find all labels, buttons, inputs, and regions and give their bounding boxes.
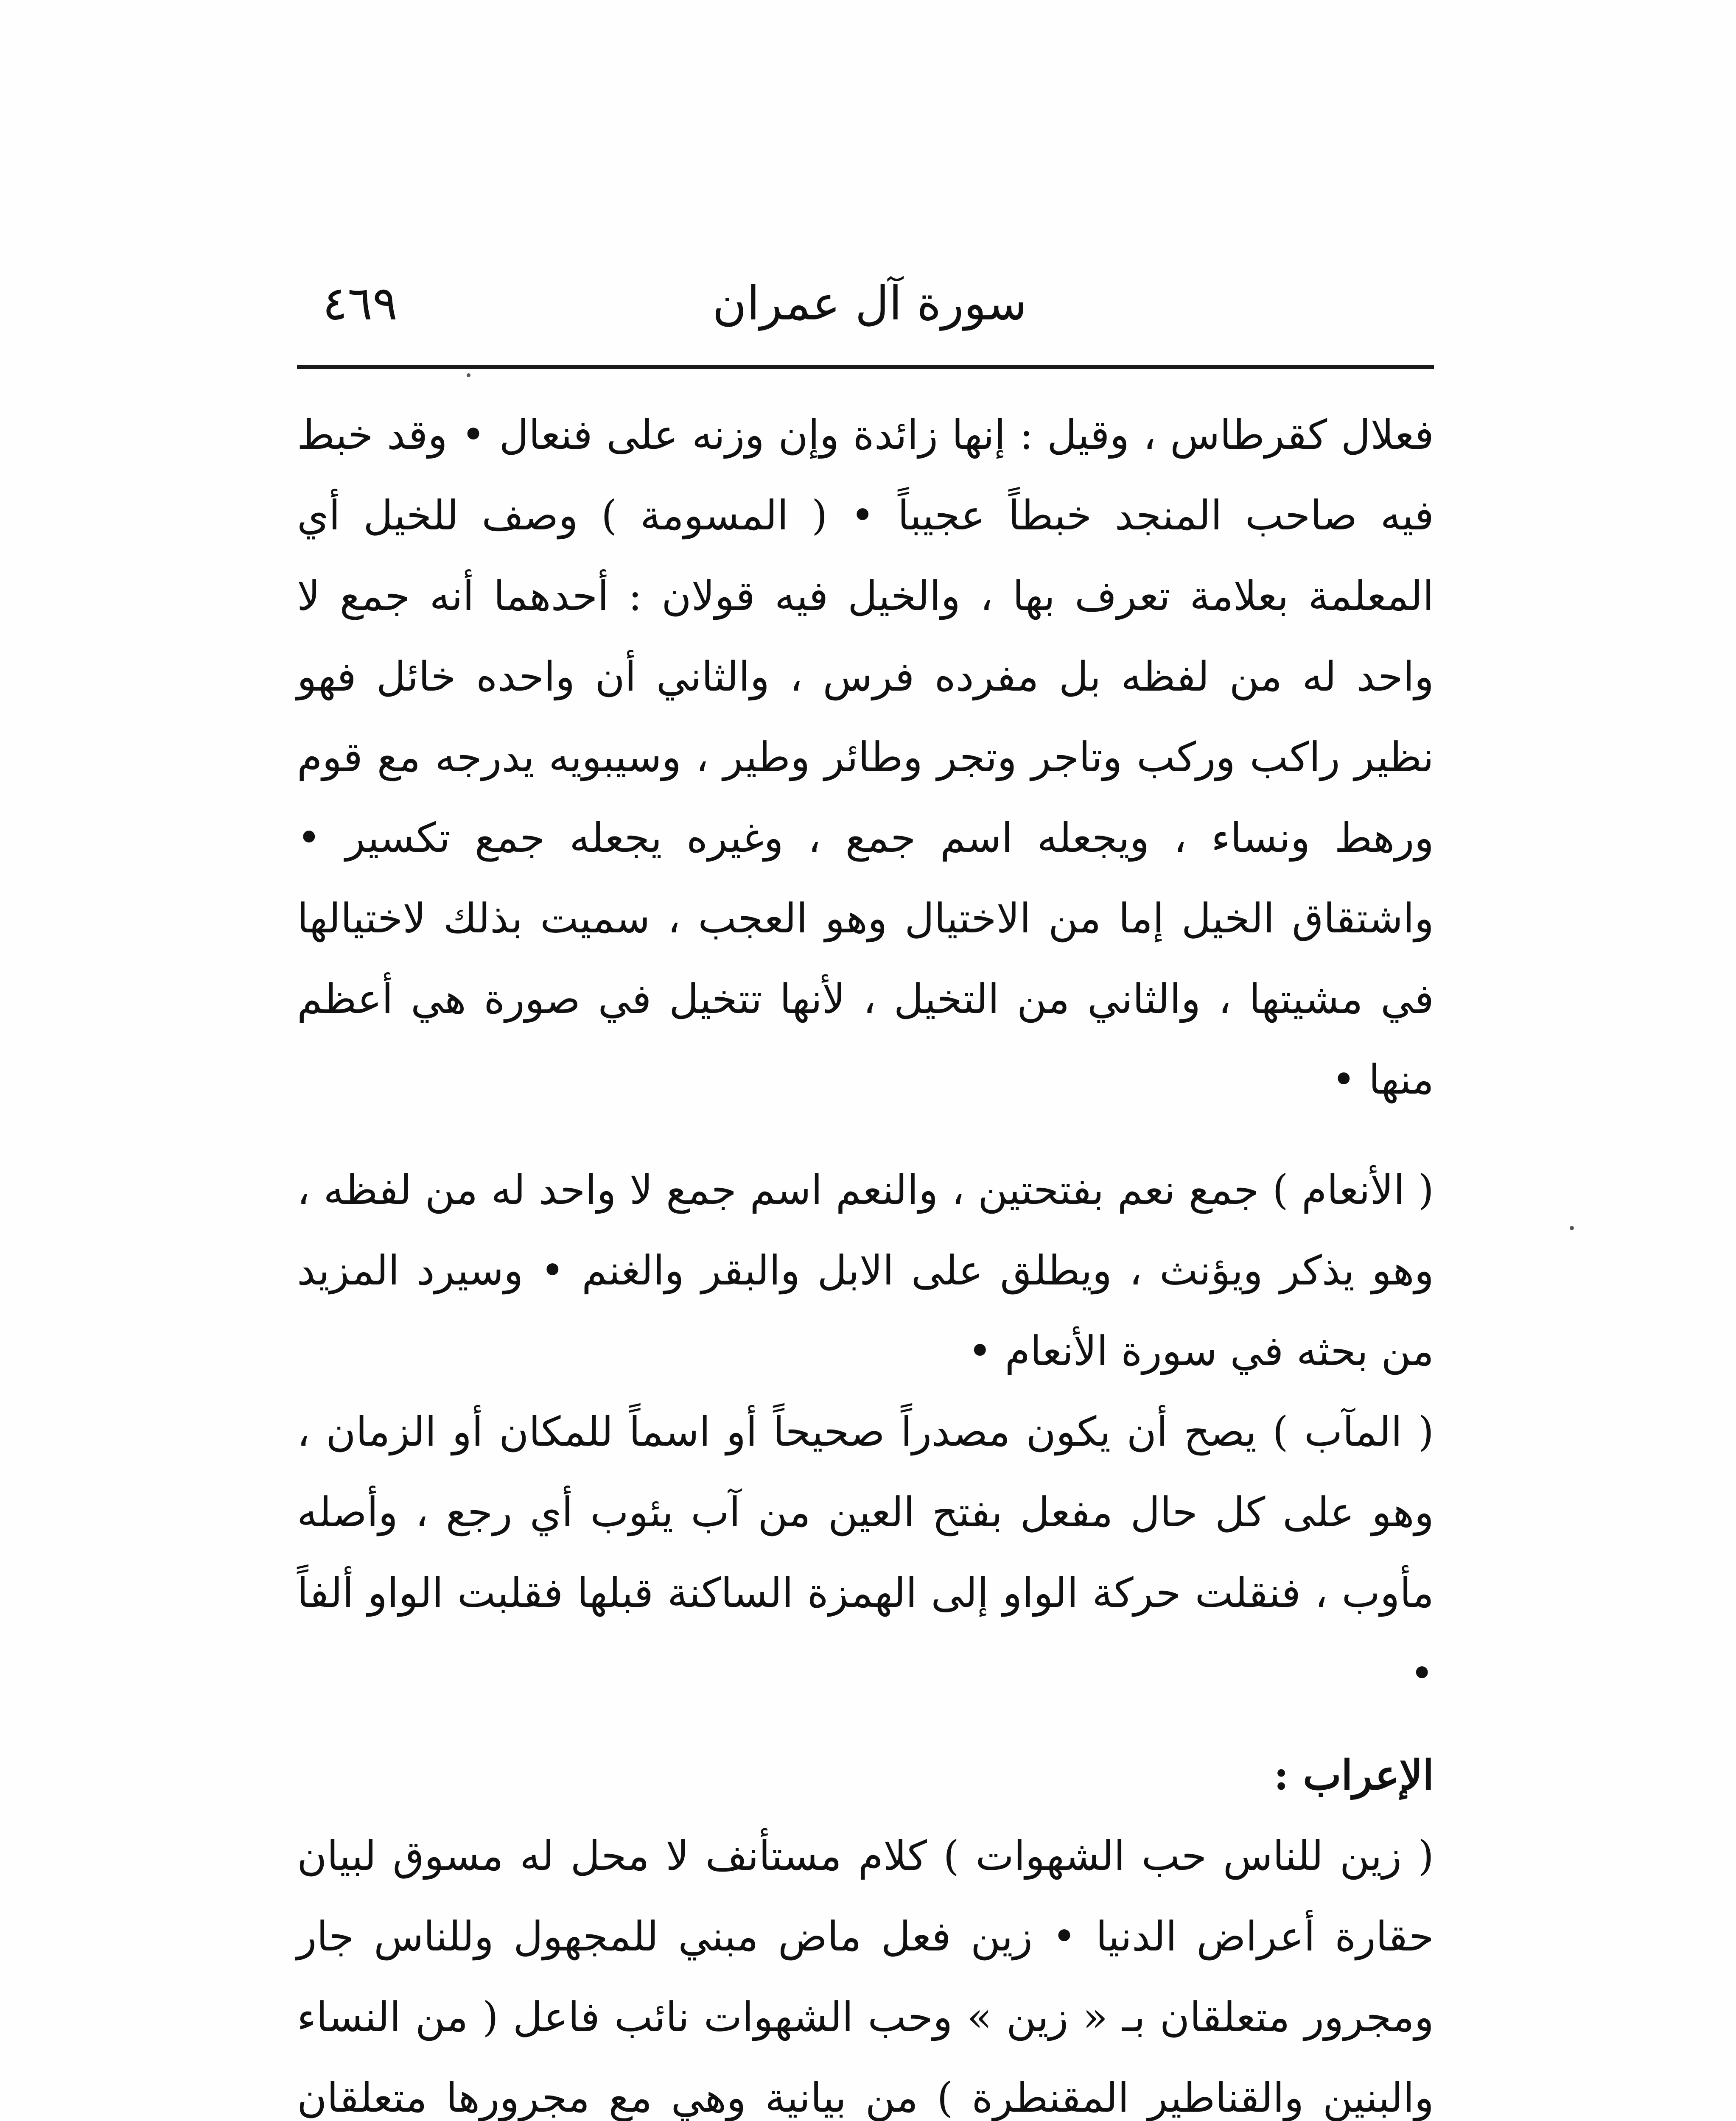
running-title: سورة آل عمران	[712, 276, 1027, 330]
running-header	[297, 271, 1442, 335]
scan-speck	[467, 373, 470, 377]
paragraph-anam: ( الأنعام ) جمع نعم بفتحتين ، والنعم اسم جمع لا واحد له من لفظه ، وهو يذكر ويؤنث ، ويطلق على الابل والبقر والغنم • وسيرد المزيد من بحثه في سورة الأنعام •	[297, 1166, 1434, 1375]
body-text	[297, 395, 1434, 2121]
header-rule	[297, 365, 1434, 369]
scan-speck	[1570, 1226, 1574, 1230]
paragraph-irab: ( زين للناس حب الشهوات ) كلام مستأنف لا محل له مسوق لبيان حقارة أعراض الدنيا • زين فعل ماض مبني للمجهول وللناس جار ومجرور متعلقان بـ « زين » وحب الشهوات نائب فاعل ( من النساء والبنين والقناطير المقنطرة ) من بيانية وهي مع مجرورها متعلقان	[297, 1832, 1434, 2121]
paragraph-maab: ( المآب ) يصح أن يكون مصدراً صحيحاً أو اسماً للمكان أو الزمان ، وهو على كل حال مفعل بفتح العين من آب يئوب أي رجع ، وأصله مأوب ، فنقلت حركة الواو إلى الهمزة الساكنة قبلها فقلبت الواو ألفاً •	[297, 1408, 1434, 1697]
page-number: ٤٦٩	[322, 276, 398, 330]
section-heading-irab: الإعراب :	[1274, 1751, 1434, 1799]
paragraph-khayl: فعلال كقرطاس ، وقيل : إنها زائدة وإن وزنه على فنعال • وقد خبط فيه صاحب المنجد خبطاً عجيباً • ( المسومة ) وصف للخيل أي المعلمة بعلامة تعرف بها ، والخيل فيه قولان : أحدهما أنه جمع لا واحد له من لفظه بل مفرده فرس ، والثاني أن واحده خائل فهو نظير راكب وركب وتاجر وتجر وطائر وطير ، وسيبويه يدرجه مع قوم ورهط ونساء ، ويجعله اسم جمع ، وغيره يجعله جمع تكسير • واشتقاق الخيل إما من الاختيال وهو العجب ، سميت بذلك لاختيالها في مشيتها ، والثاني من التخيل ، لأنها تتخيل في صورة هي أعظم منها •	[297, 411, 1434, 1103]
